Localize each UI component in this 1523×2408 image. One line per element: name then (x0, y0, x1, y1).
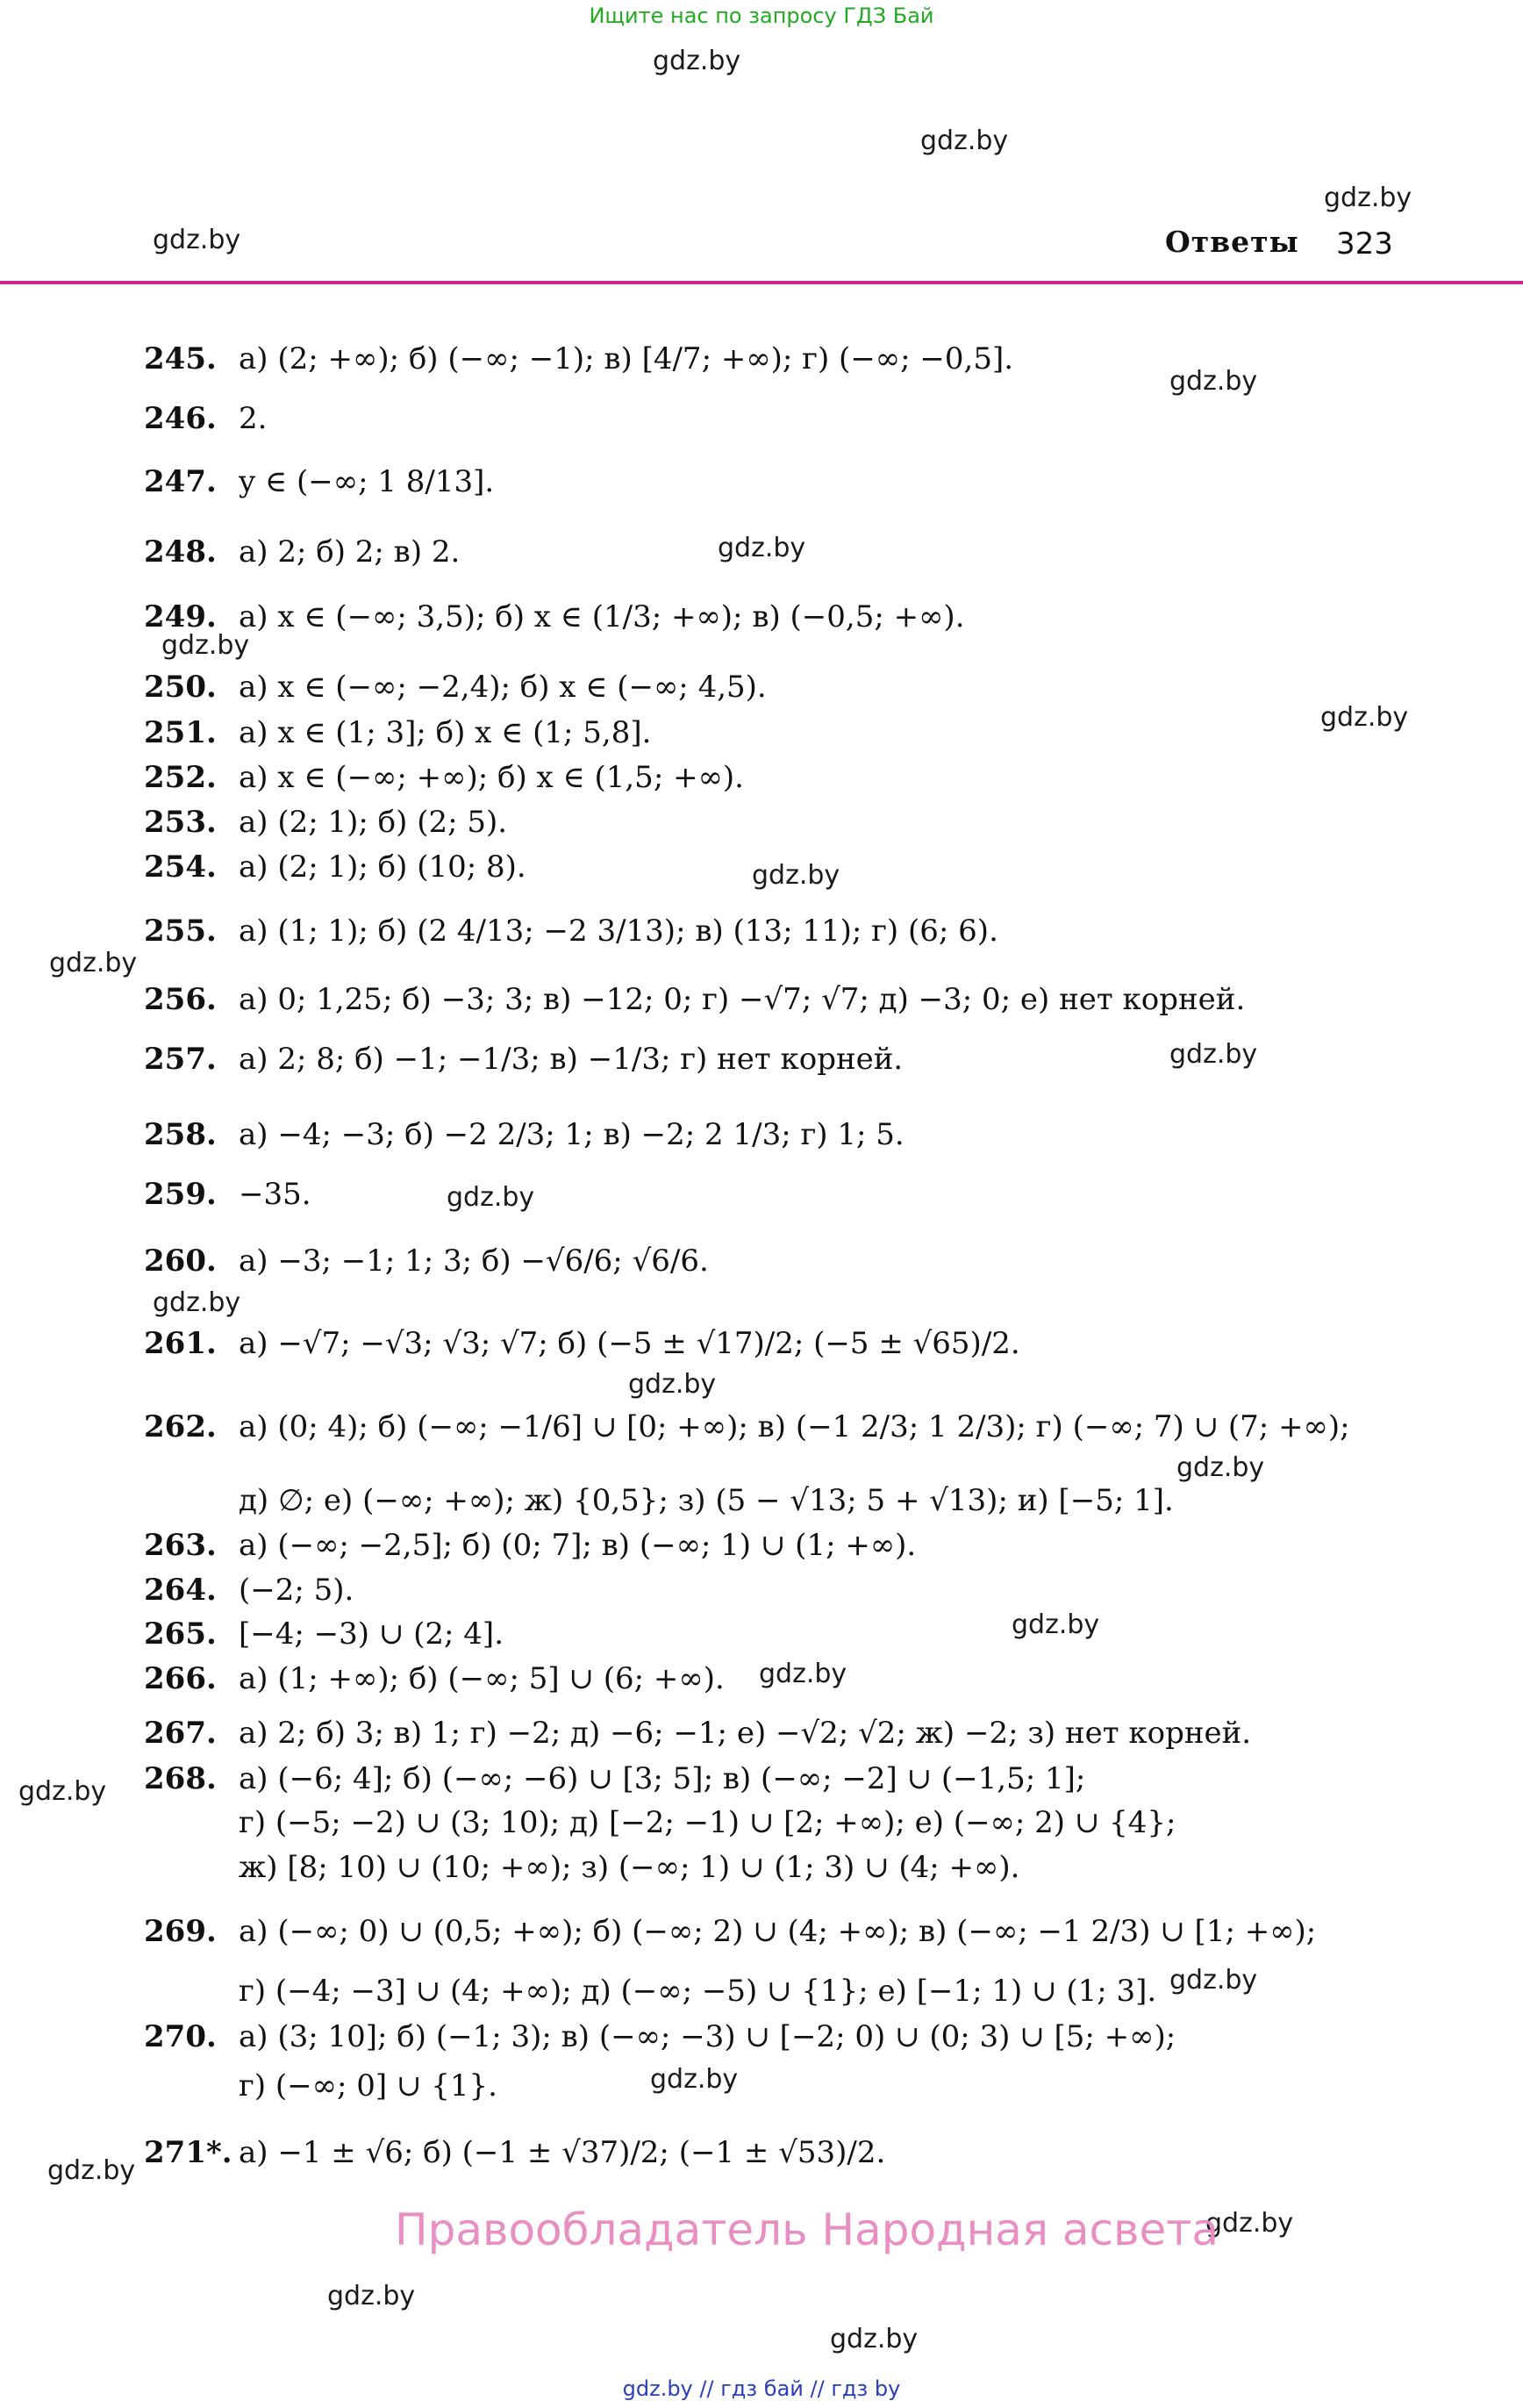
answer-268 (144, 1761, 1086, 1796)
watermark: gdz.by (752, 860, 840, 891)
answer-264 (144, 1573, 354, 1608)
watermark: gdz.by (49, 948, 138, 978)
header-rule (0, 281, 1523, 284)
answer-number: 259. (144, 1177, 217, 1212)
answer-268-continued: г) (−5; −2) ∪ (3; 10); д) [−2; −1) ∪ [2; +∞); е) (−∞; 2) ∪ {4}; (239, 1805, 1176, 1840)
answer-number: 251. (144, 715, 217, 750)
watermark: gdz.by (628, 1369, 717, 1400)
answer-number: 262. (144, 1409, 217, 1444)
answer-265 (144, 1616, 504, 1652)
answer-text: а) (2; 1); б) (2; 5). (239, 805, 508, 840)
answer-254 (144, 849, 526, 885)
answer-246 (144, 401, 268, 436)
answer-266 (144, 1661, 725, 1696)
watermark: gdz.by (161, 630, 250, 661)
answer-268-continued: ж) [8; 10) ∪ (10; +∞); з) (−∞; 1) ∪ (1; 3) ∪ (4; +∞). (239, 1850, 1020, 1885)
answer-text: а) −3; −1; 1; 3; б) −√6/6; √6/6. (239, 1243, 709, 1279)
answer-262-continued: д) ∅; е) (−∞; +∞); ж) {0,5}; з) (5 − √13; 5 + √13); и) [−5; 1]. (239, 1483, 1174, 1518)
answer-270-continued: г) (−∞; 0] ∪ {1}. (239, 2068, 497, 2103)
answer-253 (144, 805, 508, 840)
watermark: gdz.by (830, 2324, 919, 2354)
answer-number: 271*. (144, 2135, 232, 2170)
answer-247 (144, 464, 495, 499)
answer-248 (144, 534, 461, 570)
answer-255 (144, 914, 998, 949)
answer-text: а) −4; −3; б) −2 2/3; 1; в) −2; 2 1/3; г) 1; 5. (239, 1117, 905, 1152)
answer-text: а) 2; 8; б) −1; −1/3; в) −1/3; г) нет корней. (239, 1042, 904, 1077)
watermark: gdz.by (920, 125, 1009, 156)
answer-number: 256. (144, 982, 217, 1017)
watermark: gdz.by (1176, 1452, 1265, 1483)
watermark: gdz.by (718, 533, 806, 563)
answer-number: 263. (144, 1528, 217, 1563)
watermark: gdz.by (18, 1776, 107, 1807)
answer-text: а) (−∞; −2,5]; б) (0; 7]; в) (−∞; 1) ∪ (1; +∞). (239, 1528, 917, 1563)
watermark: gdz.by (653, 46, 741, 76)
answer-number: 267. (144, 1716, 217, 1751)
answer-text: а) (1; 1); б) (2 4/13; −2 3/13); в) (13; 11); г) (6; 6). (239, 914, 998, 949)
answer-text: а) (2; 1); б) (10; 8). (239, 849, 526, 885)
answer-text: −35. (239, 1177, 311, 1212)
answer-number: 260. (144, 1243, 217, 1279)
answer-text: (−2; 5). (239, 1573, 354, 1608)
answer-252 (144, 760, 744, 795)
answer-number: 255. (144, 914, 217, 949)
answer-259 (144, 1177, 311, 1212)
answer-256 (144, 982, 1246, 1017)
watermark: gdz.by (1012, 1609, 1100, 1640)
answer-257 (144, 1042, 904, 1077)
watermark: gdz.by (447, 1182, 535, 1213)
answer-number: 247. (144, 464, 217, 499)
footer-links[interactable]: gdz.by // гдз бай // гдз by (622, 2376, 901, 2401)
answer-260 (144, 1243, 709, 1279)
top-banner: Ищите нас по запросу ГДЗ Бай (589, 4, 934, 28)
watermark: gdz.by (1205, 2208, 1294, 2239)
answer-text: а) x ∈ (−∞; −2,4); б) x ∈ (−∞; 4,5). (239, 670, 767, 705)
answer-number: 261. (144, 1326, 217, 1361)
watermark: gdz.by (650, 2064, 739, 2095)
answer-text: а) (−6; 4]; б) (−∞; −6) ∪ [3; 5]; в) (−∞; −2] ∪ (−1,5; 1]; (239, 1761, 1086, 1796)
answer-258 (144, 1117, 905, 1152)
answer-267 (144, 1716, 1252, 1751)
answer-text: а) (2; +∞); б) (−∞; −1); в) [4/7; +∞); г) (−∞; −0,5]. (239, 341, 1014, 376)
answer-number: 269. (144, 1914, 217, 1949)
page-number: 323 (1336, 226, 1393, 262)
answer-number: 249. (144, 599, 217, 634)
watermark: gdz.by (1169, 1039, 1258, 1070)
answer-text: а) x ∈ (−∞; +∞); б) x ∈ (1,5; +∞). (239, 760, 744, 795)
answer-number: 264. (144, 1573, 217, 1608)
answer-number: 246. (144, 401, 217, 436)
answer-271 (144, 2135, 886, 2170)
copyright-notice: Правообладатель Народная асвета (395, 2204, 1219, 2255)
answer-number: 245. (144, 341, 217, 376)
answer-text: а) x ∈ (1; 3]; б) x ∈ (1; 5,8]. (239, 715, 652, 750)
answer-text: y ∈ (−∞; 1 8/13]. (239, 464, 495, 499)
answer-number: 252. (144, 760, 217, 795)
watermark: gdz.by (327, 2281, 416, 2311)
watermark: gdz.by (1324, 183, 1412, 213)
answer-number: 248. (144, 534, 217, 570)
answer-249 (144, 599, 965, 634)
answer-262 (144, 1409, 1350, 1444)
answer-number: 254. (144, 849, 217, 885)
answer-270 (144, 2019, 1176, 2054)
answer-text: а) x ∈ (−∞; 3,5); б) x ∈ (1/3; +∞); в) (−0,5; +∞). (239, 599, 965, 634)
answer-text: а) (1; +∞); б) (−∞; 5] ∪ (6; +∞). (239, 1661, 725, 1696)
answer-250 (144, 670, 767, 705)
answer-263 (144, 1528, 917, 1563)
answer-text: а) 2; б) 3; в) 1; г) −2; д) −6; −1; е) −√2; √2; ж) −2; з) нет корней. (239, 1716, 1252, 1751)
answer-number: 268. (144, 1761, 217, 1796)
answer-number: 253. (144, 805, 217, 840)
watermark: gdz.by (1169, 366, 1258, 397)
answer-251 (144, 715, 652, 750)
answer-text: а) (3; 10]; б) (−1; 3); в) (−∞; −3) ∪ [−2; 0) ∪ (0; 3) ∪ [5; +∞); (239, 2019, 1176, 2054)
watermark: gdz.by (153, 225, 241, 255)
answer-269 (144, 1914, 1317, 1949)
answer-text: [−4; −3) ∪ (2; 4]. (239, 1616, 504, 1652)
answer-number: 258. (144, 1117, 217, 1152)
watermark: gdz.by (1169, 1965, 1258, 1996)
watermark: gdz.by (47, 2155, 136, 2186)
answer-text: а) −√7; −√3; √3; √7; б) (−5 ± √17)/2; (−5 ± √65)/2. (239, 1326, 1020, 1361)
watermark: gdz.by (153, 1287, 241, 1318)
answer-261 (144, 1326, 1020, 1361)
watermark: gdz.by (1320, 702, 1409, 733)
section-title: Ответы (1165, 225, 1299, 259)
watermark: gdz.by (759, 1659, 847, 1689)
answer-number: 270. (144, 2019, 217, 2054)
answer-number: 257. (144, 1042, 217, 1077)
answer-number: 265. (144, 1616, 217, 1652)
answer-number: 250. (144, 670, 217, 705)
answer-text: а) −1 ± √6; б) (−1 ± √37)/2; (−1 ± √53)/2. (239, 2135, 886, 2170)
answer-269-continued: г) (−4; −3] ∪ (4; +∞); д) (−∞; −5) ∪ {1}; е) [−1; 1) ∪ (1; 3]. (239, 1974, 1157, 2009)
answer-text: а) 0; 1,25; б) −3; 3; в) −12; 0; г) −√7; √7; д) −3; 0; е) нет корней. (239, 982, 1246, 1017)
answer-text: а) (0; 4); б) (−∞; −1/6] ∪ [0; +∞); в) (−1 2/3; 1 2/3); г) (−∞; 7) ∪ (7; +∞); (239, 1409, 1350, 1444)
answer-number: 266. (144, 1661, 217, 1696)
answer-text: а) (−∞; 0) ∪ (0,5; +∞); б) (−∞; 2) ∪ (4; +∞); в) (−∞; −1 2/3) ∪ [1; +∞); (239, 1914, 1317, 1949)
answer-text: 2. (239, 401, 268, 436)
answer-text: а) 2; б) 2; в) 2. (239, 534, 461, 570)
answer-245 (144, 341, 1014, 376)
